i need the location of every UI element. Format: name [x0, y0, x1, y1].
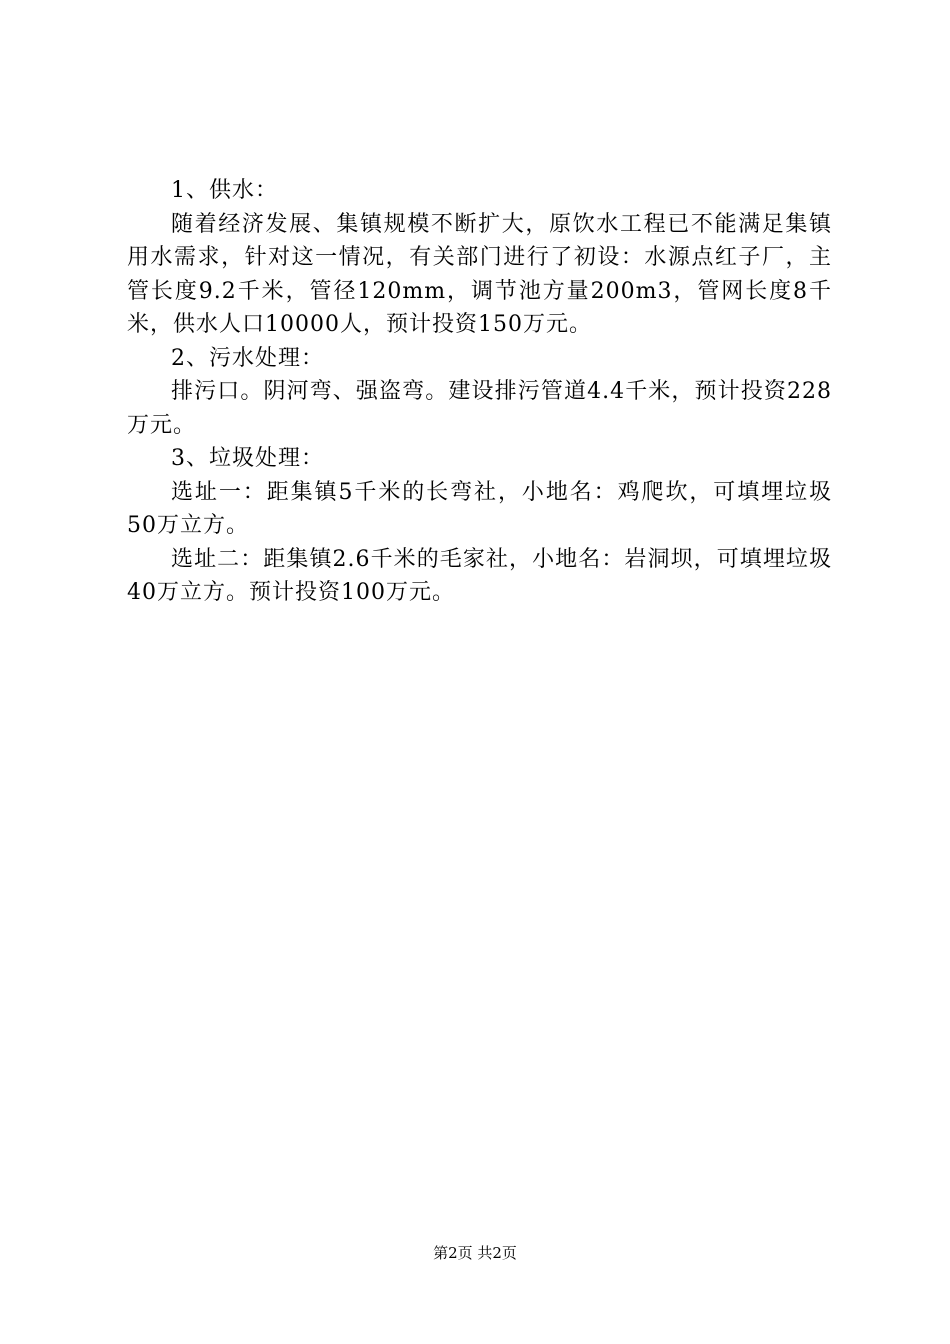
page-number-footer: 第2页 共2页	[433, 1244, 517, 1262]
heading-garbage-treatment: 3、垃圾处理：	[171, 446, 324, 471]
paragraph-site-one: 选址一：距集镇5千米的长弯社，小地名：鸡爬坎，可填埋垃圾50万立方。	[127, 479, 832, 538]
paragraph-sewage-treatment: 排污口。阴河弯、强盗弯。建设排污管道4.4千米，预计投资228万元。	[127, 379, 832, 438]
heading-sewage-treatment: 2、污水处理：	[171, 345, 324, 371]
paragraph-water-supply: 随着经济发展、集镇规模不断扩大，原饮水工程已不能满足集镇用水需求，针对这一情况，有关部门进行了初设：水源点红子厂，主管长度9.2千米，管径120mm，调节池方量200m3，管网长度8千米，供水人口10000人，预计投资150万元。	[127, 211, 832, 337]
paragraph-site-two: 选址二：距集镇2.6千米的毛家社，小地名：岩洞坝，可填埋垃圾40万立方。预计投资100万元。	[127, 546, 832, 605]
heading-water-supply: 1、供水：	[171, 178, 278, 203]
document-body	[127, 174, 832, 610]
